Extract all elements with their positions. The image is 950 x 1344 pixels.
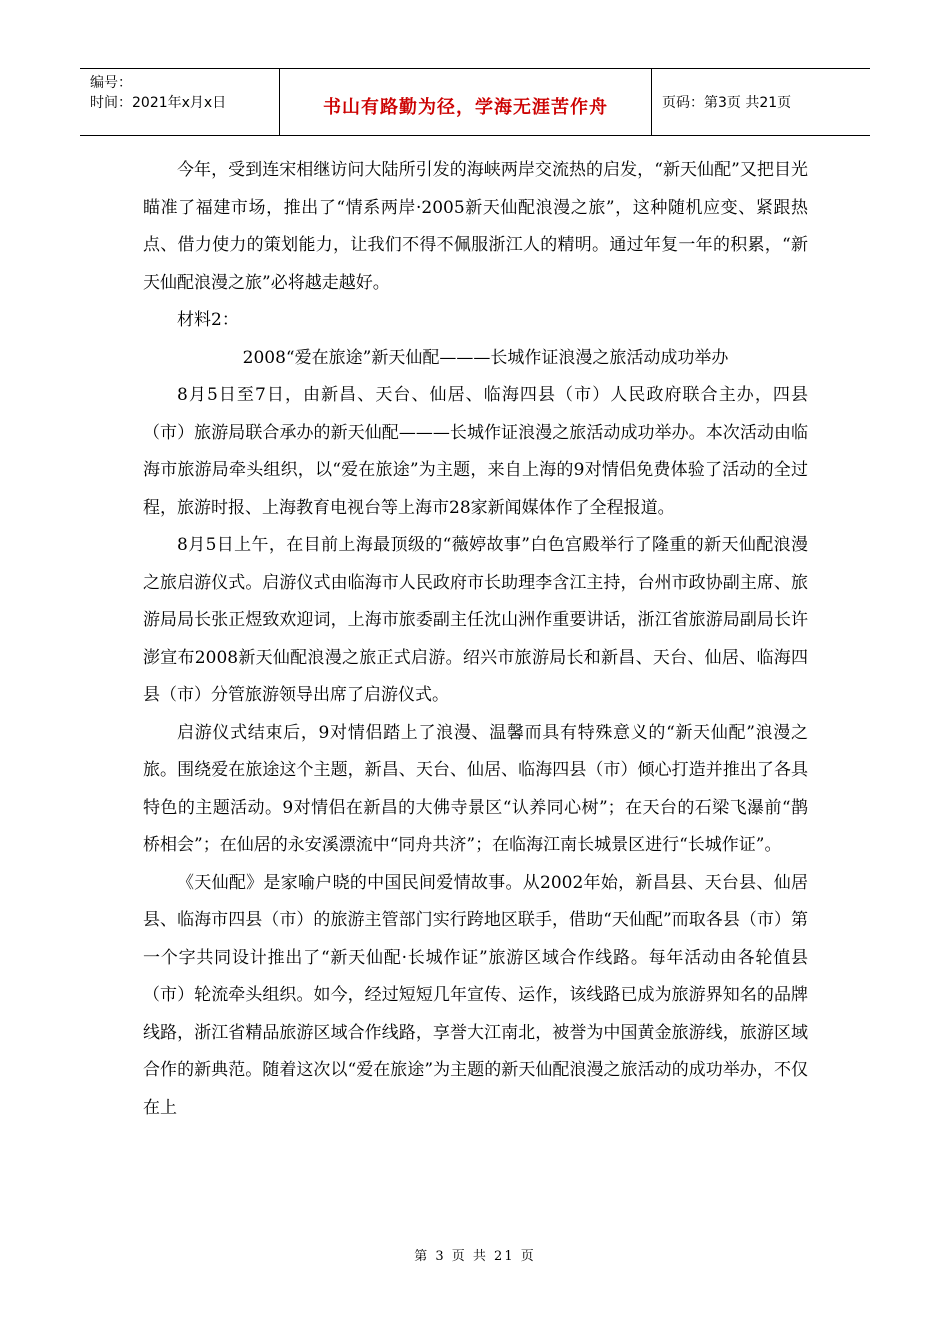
header-page-info [652,69,870,135]
document-time-label: 时间：2021年x月x日 [90,95,227,111]
document-number-label: 编号： [90,75,132,91]
paragraph: 启游仪式结束后，9对情侣踏上了浪漫、温馨而具有特殊意义的“新天仙配”浪漫之旅。围绕爱在旅途这个主题，新昌、天台、仙居、临海四县（市）倾心打造并推出了各具特色的主题活动。9对情侣在新昌的大佛寺景区“认养同心树”；在天台的石梁飞瀑前“鹊桥相会”；在仙居的永安溪漂流中“同舟共济”；在临海江南长城景区进行“长城作证”。 [143,722,808,855]
paragraph: 《天仙配》是家喻户晓的中国民间爱情故事。从2002年始，新昌县、天台县、仙居县、临海市四县（市）的旅游主管部门实行跨地区联手，借助“天仙配”而取各县（市）第一个字共同设计推出了“新天仙配·长城作证”旅游区域合作线路。每年活动由各轮值县（市）轮流牵头组织。如今，经过短短几年宣传、运作，该线路已成为旅游界知名的品牌线路，浙江省精品旅游区域合作线路，享誉大江南北，被誉为中国黄金旅游线，旅游区域合作的新典范。随着这次以“爱在旅途”为主题的新天仙配浪漫之旅活动的成功举办，不仅在上 [143,872,808,1118]
header-page-label: 页码：第3页 共21页 [662,95,792,111]
header-motto-cell [280,69,652,135]
paragraph-intro: 今年，受到连宋相继访问大陆所引发的海峡两岸交流热的启发，“新天仙配”又把目光瞄准了福建市场，推出了“情系两岸·2005新天仙配浪漫之旅”，这种随机应变、紧跟热点、借力使力的策划能力，让我们不得不佩服浙江人的精明。通过年复一年的积累，“新天仙配浪漫之旅”必将越走越好。 [143,160,808,293]
page-header [80,68,870,136]
document-body [143,152,808,1127]
paragraph: 8月5日至7日，由新昌、天台、仙居、临海四县（市）人民政府联合主办，四县（市）旅游局联合承办的新天仙配———长城作证浪漫之旅活动成功举办。本次活动由临海市旅游局牵头组织，以“爱在旅途”为主题，来自上海的9对情侣免费体验了活动的全过程，旅游时报、上海教育电视台等上海市28家新闻媒体作了全程报道。 [143,385,808,518]
header-meta [80,69,280,135]
page-footer: 第 3 页 共 21 页 [414,1249,536,1264]
material-label: 材料2： [177,310,239,330]
paragraph: 8月5日上午，在目前上海最顶级的“薇婷故事”白色宫殿举行了隆重的新天仙配浪漫之旅启游仪式。启游仪式由临海市人民政府市长助理李含江主持，台州市政协副主席、旅游局局长张正煜致欢迎词，上海市旅委副主任沈山洲作重要讲话，浙江省旅游局副局长许澎宣布2008新天仙配浪漫之旅正式启游。绍兴市旅游局长和新昌、天台、仙居、临海四县（市）分管旅游领导出席了启游仪式。 [143,535,808,705]
header-motto: 书山有路勤为径，学海无涯苦作舟 [323,97,608,118]
article-title: 2008“爱在旅途”新天仙配———长城作证浪漫之旅活动成功举办 [242,347,729,368]
